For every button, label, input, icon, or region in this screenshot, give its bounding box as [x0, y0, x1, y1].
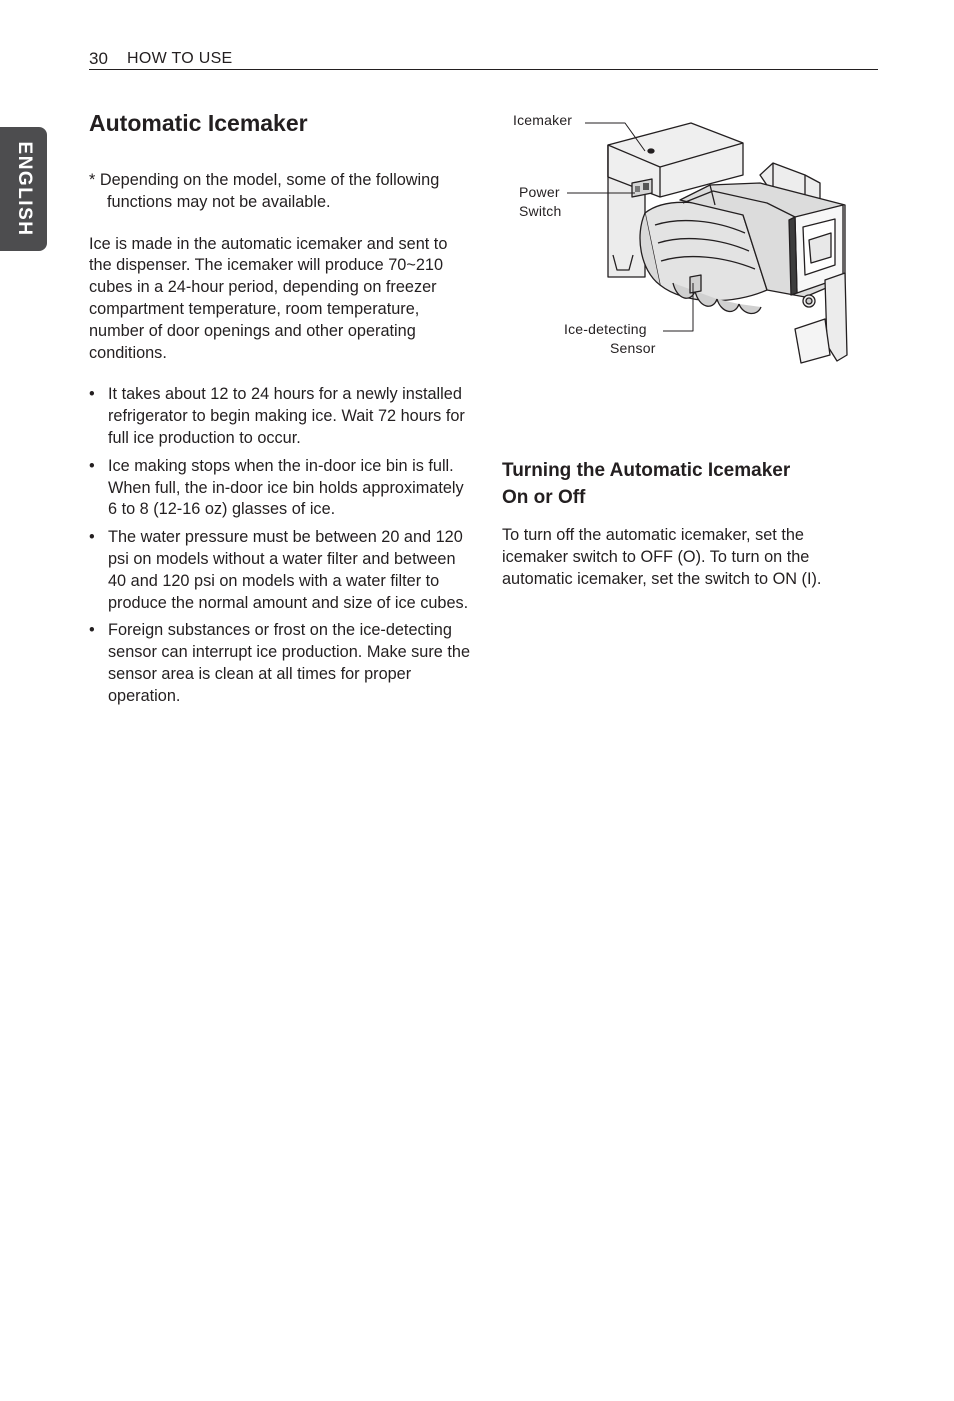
- main-text-column: [89, 170, 474, 714]
- language-label: ENGLISH: [13, 141, 35, 237]
- list-item-text: It takes about 12 to 24 hours for a newly installed refrigerator to begin making ice. Wait 72 hours for full ice production to occur.: [108, 385, 465, 447]
- list-item: [89, 384, 474, 449]
- off-value: OFF (O): [640, 547, 702, 566]
- icemaker-label: Icemaker: [513, 112, 573, 128]
- subsection-title: [502, 457, 872, 511]
- list-item: [89, 620, 474, 707]
- intro-paragraph: Ice is made in the automatic icemaker and sent to the dispenser. The icemaker will produce 70~210 cubes in a 24-hour period, depending on freezer compartment temperature, room temperature, number of door openings and other operating conditions.: [89, 234, 448, 362]
- list-item: [89, 456, 474, 521]
- bullet-marker: •: [89, 456, 95, 475]
- subsection-title-line2: On or Off: [502, 487, 586, 508]
- page-header: [89, 48, 878, 70]
- bullet-marker: •: [89, 528, 95, 547]
- list-item-text: Ice making stops when the in-door ice bin is full. When full, the in-door ice bin holds approximately 6 to 8 (12-16 oz) glasses of ice.: [108, 456, 464, 519]
- bullet-list: [89, 384, 474, 707]
- section-name: HOW TO USE: [127, 50, 233, 67]
- list-item: [89, 527, 474, 614]
- bullet-marker: •: [89, 385, 95, 404]
- icemaker-illustration: [505, 105, 870, 375]
- instruction-text-1: To turn off the automatic icemaker, set the icemaker switch to: [502, 526, 804, 566]
- list-item-text: The water pressure must be between 20 and 120 psi on models without a water filter and between 40 and 120 psi on models with a water filter to produce the normal amount and size of ice cubes.: [108, 528, 469, 612]
- instruction-text-3: .: [816, 569, 822, 588]
- subsection-title-line1: Turning the Automatic Icemaker: [502, 460, 791, 481]
- model-note: * Depending on the model, some of the following functions may not be available.: [89, 171, 440, 211]
- list-item-text: Foreign substances or frost on the ice-detecting sensor can interrupt ice production. Make sure the sensor area is clean at all times for proper operation.: [108, 621, 470, 705]
- sensor-label-line1: Ice-detecting: [564, 321, 647, 337]
- language-tab: [0, 127, 47, 251]
- power-switch-label-line1: Power: [519, 184, 560, 200]
- icemaker-switch-instructions: [502, 525, 872, 590]
- sensor-label-line2: Sensor: [610, 340, 656, 356]
- instruction-text-2: . To turn on the automatic icemaker, set the switch to: [502, 547, 810, 588]
- page-title: Automatic Icemaker: [89, 110, 308, 136]
- power-switch-label-line2: Switch: [519, 203, 562, 219]
- icemaker-diagram: [505, 105, 870, 375]
- page-number: 30: [89, 49, 108, 68]
- bullet-marker: •: [89, 621, 95, 640]
- on-value: ON (I): [772, 569, 817, 588]
